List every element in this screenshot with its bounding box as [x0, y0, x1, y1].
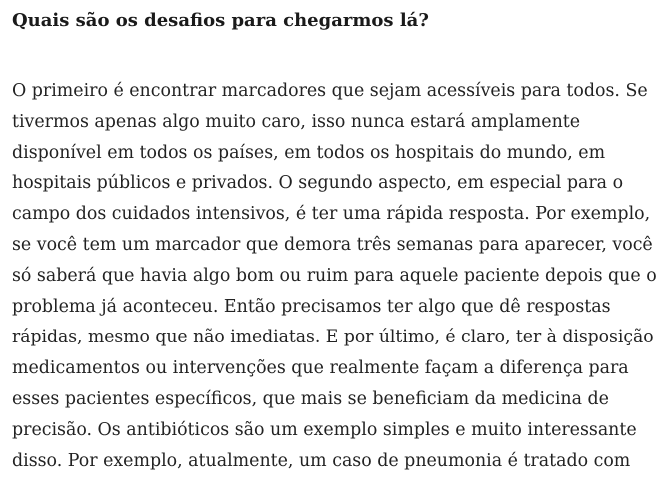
article-heading: Quais são os desafios para chegarmos lá? — [12, 10, 429, 31]
paragraph-line: precisão. Os antibióticos são um exemplo simples e muito interessante — [12, 419, 637, 440]
paragraph-line: campo dos cuidados intensivos, é ter uma rápida resposta. Por exemplo, — [12, 204, 651, 225]
paragraph-line: esses pacientes específicos, que mais se beneficiam da medicina de — [12, 388, 609, 409]
paragraph-line: hospitais públicos e privados. O segundo aspecto, em especial para o — [12, 173, 624, 194]
paragraph-line: rápidas, mesmo que não imediatas. E por último, é claro, ter à disposição — [12, 327, 654, 348]
article — [12, 0, 657, 471]
paragraph-line: só saberá que havia algo bom ou ruim para aquele paciente depois que o — [12, 265, 657, 286]
paragraph-line: tivermos apenas algo muito caro, isso nunca estará amplamente — [12, 111, 581, 132]
article-paragraph — [12, 76, 657, 476]
paragraph-line: O primeiro é encontrar marcadores que sejam acessíveis para todos. Se — [12, 81, 648, 101]
paragraph-line: problema já aconteceu. Então precisamos ter algo que dê respostas — [12, 296, 611, 317]
paragraph-line: disso. Por exemplo, atualmente, um caso de pneumonia é tratado com — [12, 450, 631, 471]
paragraph-line: se você tem um marcador que demora três semanas para aparecer, você — [12, 234, 653, 255]
paragraph-line: medicamentos ou intervenções que realmente façam a diferença para — [12, 358, 629, 379]
paragraph-line: disponível em todos os países, em todos os hospitais do mundo, em — [12, 142, 606, 163]
